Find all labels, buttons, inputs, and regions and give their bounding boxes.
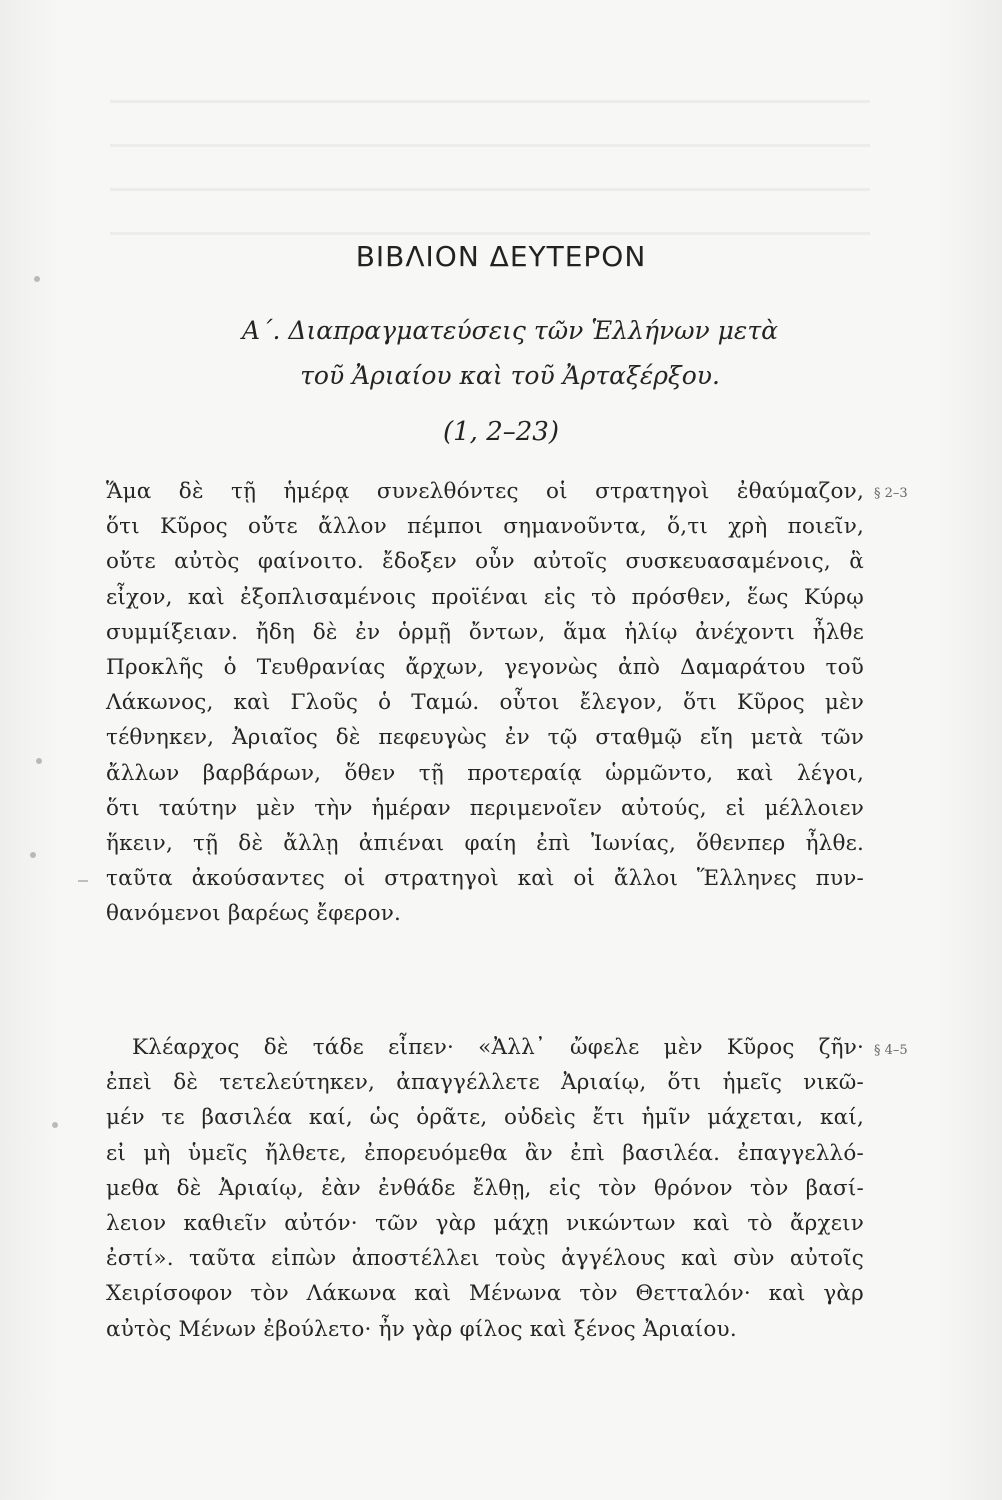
margin-note-1: § 2–3 <box>874 486 908 501</box>
text-line: Λάκωνος, καὶ Γλοῦς ὁ Ταμώ. οὗτοι ἔλεγον, ὅτι Κῦρος μὲν <box>106 690 864 716</box>
text-line: συμμίξειαν. ἤδη δὲ ἐν ὁρμῇ ὄντων, ἅμα ἡλίῳ ἀνέχοντι ἦλθε <box>106 619 864 645</box>
text-line: Ἅμα δὲ τῇ ἡμέρᾳ συνελθόντες οἱ στρατηγοὶ ἐθαύμαζον, <box>106 479 864 504</box>
text-line: λειον καθιεῖν αὐτόν· τῶν γὰρ μάχῃ νικώντων καὶ τὸ ἄρχειν <box>106 1210 864 1236</box>
book-title: ΒΙΒΛΙΟΝ ΔΕΥΤΕΡΟΝ <box>355 240 647 273</box>
margin-note-2: § 4–5 <box>874 1043 908 1058</box>
text-line: θανόμενοι βαρέως ἔφερον. <box>106 901 402 927</box>
chapter-title-line: τοῦ Ἀριαίου καὶ τοῦ Ἀρταξέρξου. <box>300 361 720 390</box>
text-line: ἐπεὶ δὲ τετελεύτηκεν, ἀπαγγέλλετε Ἀριαίῳ, ὅτι ἡμεῖς νικῶ- <box>106 1070 864 1096</box>
text-line: ὅτι ταύτην μὲν τὴν ἡμέραν περιμενοῖεν αὐτούς, εἰ μέλλοιεν <box>106 795 864 821</box>
text-line: Προκλῆς ὁ Τευθρανίας ἄρχων, γεγονὼς ἀπὸ Δαμαράτου τοῦ <box>106 654 864 680</box>
text-line: μεθα δὲ Ἀριαίῳ, ἐὰν ἐνθάδε ἔλθῃ, εἰς τὸν θρόνον τὸν βασί- <box>106 1175 864 1201</box>
text-line: οὔτε αὐτὸς φαίνοιτο. ἔδοξεν οὖν αὐτοῖς συσκευασαμένοις, ἃ <box>106 549 864 575</box>
text-line: ἥκειν, τῇ δὲ ἄλλῃ ἀπιέναι φαίη ἐπὶ Ἰωνίας, ὅθενπερ ἦλθε. <box>106 830 864 856</box>
text-line: εἰ μὴ ὑμεῖς ἤλθετε, ἐπορευόμεθα ἂν ἐπὶ βασιλέα. ἐπαγγελλό- <box>106 1140 864 1166</box>
text-line: ἄλλων βαρβάρων, ὅθεν τῇ προτεραίᾳ ὡρμῶντο, καὶ λέγοι, <box>106 760 864 786</box>
text-line: ἐστί». ταῦτα εἰπὼν ἀποστέλλει τοὺς ἀγγέλους καὶ σὺν αὐτοῖς <box>106 1246 864 1272</box>
text-line: ταῦτα ἀκούσαντες οἱ στρατηγοὶ καὶ οἱ ἄλλοι Ἕλληνες πυν- <box>106 866 864 892</box>
text-line: ὅτι Κῦρος οὔτε ἄλλον πέμποι σημανοῦντα, ὅ,τι χρὴ ποιεῖν, <box>106 514 864 540</box>
text-line: αὐτὸς Μένων ἐβούλετο· ἦν γὰρ φίλος καὶ ξένος Ἀριαίου. <box>106 1316 737 1342</box>
chapter-title-line: Α΄. Διαπραγματεύσεις τῶν Ἑλλήνων μετὰ <box>241 316 779 345</box>
scan-mark <box>78 880 88 882</box>
scan-speck <box>30 852 36 858</box>
text-line: εἶχον, καὶ ἐξοπλισαμένοις προϊέναι εἰς τὸ πρόσθεν, ἕως Κύρῳ <box>106 584 864 610</box>
paragraph-2 <box>106 1030 864 1347</box>
scan-speck <box>36 758 42 764</box>
section-reference: (1, 2–23) <box>443 417 559 447</box>
text-line: μέν τε βασιλέα καί, ὡς ὁρᾶτε, οὐδεὶς ἔτι ἡμῖν μάχεται, καί, <box>106 1105 864 1131</box>
paragraph-1 <box>106 474 864 931</box>
text-line: Χειρίσοφον τὸν Λάκωνα καὶ Μένωνα τὸν Θετταλόν· καὶ γὰρ <box>106 1281 864 1307</box>
scan-speck <box>52 1122 58 1128</box>
text-line: τέθνηκεν, Ἀριαῖος δὲ πεφευγὼς ἐν τῷ σταθμῷ εἴη μετὰ τῶν <box>106 725 864 751</box>
chapter-title <box>140 308 880 398</box>
text-line: Κλέαρχος δὲ τάδε εἶπεν· «Ἀλλ᾽ ὤφελε μὲν Κῦρος ζῆν· <box>132 1035 864 1060</box>
scan-speck <box>34 276 40 282</box>
